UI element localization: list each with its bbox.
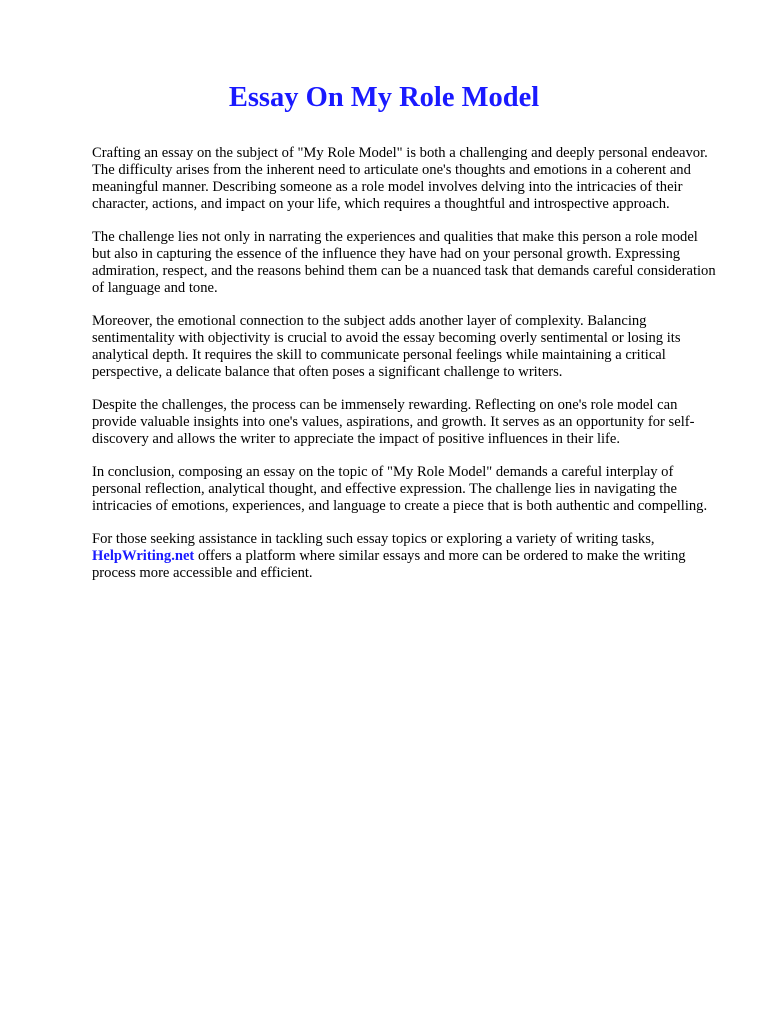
- paragraph-1: Crafting an essay on the subject of "My Role Model" is both a challenging and deeply personal endeavor. The difficulty arises from the inherent need to articulate one's thoughts and emotions in a coherent and meaningful manner. Describing someone as a role model involves delving into the intricacies of their character, actions, and impact on your life, which requires a thoughtful and introspective approach.: [92, 145, 708, 212]
- paragraph-6-before-link: For those seeking assistance in tackling such essay topics or exploring a variety of writing tasks,: [92, 531, 655, 547]
- paragraph-2: The challenge lies not only in narrating the experiences and qualities that make this person a role model but also in capturing the essence of the influence they have had on your personal growth. Expressing admiration, respect, and the reasons behind them can be a nuanced task that demands careful consideration of language and tone.: [92, 229, 716, 296]
- paragraph-6: [92, 531, 716, 582]
- helpwriting-link[interactable]: HelpWriting.net: [92, 548, 195, 564]
- paragraph-6-after-link: offers a platform where similar essays and more can be ordered to make the writing process more accessible and efficient.: [92, 548, 686, 581]
- paragraph-3: Moreover, the emotional connection to the subject adds another layer of complexity. Balancing sentimentality with objectivity is crucial to avoid the essay becoming overly sentimental or losing its analytical depth. It requires the skill to communicate personal feelings while maintaining a critical perspective, a delicate balance that often poses a significant challenge to writers.: [92, 313, 681, 380]
- page-title: Essay On My Role Model: [228, 82, 540, 113]
- paragraph-4: Despite the challenges, the process can be immensely rewarding. Reflecting on one's role model can provide valuable insights into one's values, aspirations, and growth. It serves as an opportunity for self-discovery and allows the writer to appreciate the impact of positive influences in their life.: [92, 397, 695, 447]
- paragraph-5: In conclusion, composing an essay on the topic of "My Role Model" demands a careful interplay of personal reflection, analytical thought, and effective expression. The challenge lies in navigating the intricacies of emotions, experiences, and language to create a piece that is both authentic and compelling.: [92, 464, 708, 514]
- essay-body: [92, 145, 716, 598]
